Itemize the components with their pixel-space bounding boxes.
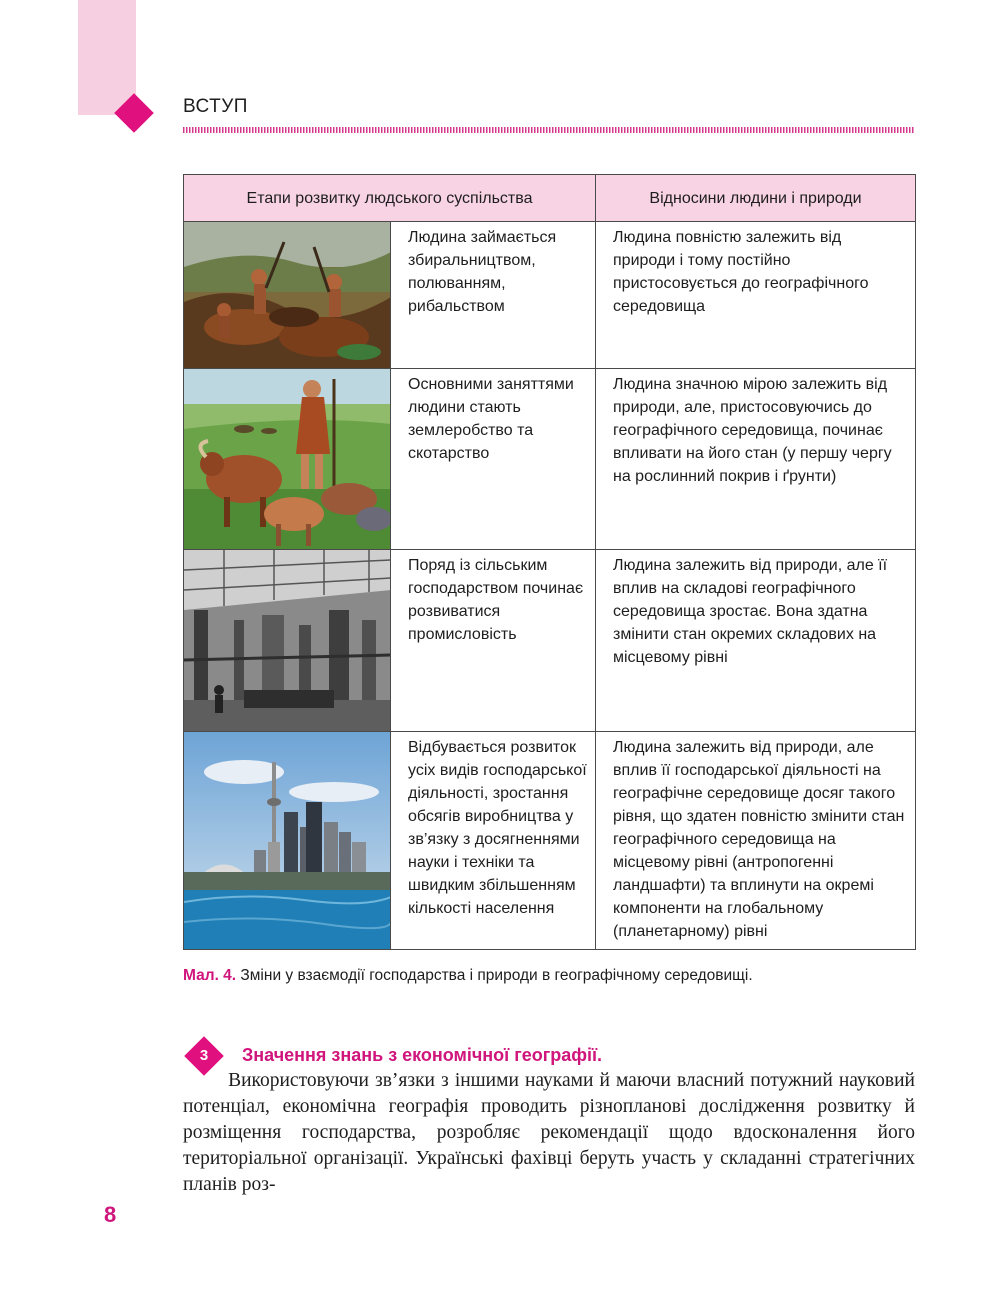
modern-city-skyline-icon bbox=[184, 732, 391, 949]
pink-corner-tab bbox=[78, 0, 136, 115]
section-heading: Значення знань з економічної географії. bbox=[242, 1045, 603, 1065]
table-row bbox=[184, 550, 916, 732]
stage-image-cell bbox=[184, 732, 391, 950]
relation-description: Людина значною мірою залежить від природи, але, пристосовуючись до географічного середовища, починає впливати на його стан (у першу чергу на рослинний покрив і ґрунти) bbox=[596, 369, 916, 550]
relation-description: Людина залежить від природи, але її вплив на складові географічного середовища зростає. Вона здатна змінити стан окремих складових на місцевому рівні bbox=[596, 550, 916, 732]
stages-table bbox=[183, 174, 916, 950]
body-paragraph bbox=[183, 1068, 915, 1198]
primitive-hunters-icon bbox=[184, 222, 391, 368]
relation-description: Людина повністю залежить від природи і тому постійно пристосовується до географічного середовища bbox=[596, 222, 916, 369]
dotted-divider bbox=[183, 127, 915, 133]
table-row bbox=[184, 222, 916, 369]
figure-caption bbox=[183, 967, 923, 985]
stage-description: Людина займається збиральництвом, полюванням, рибальством bbox=[391, 222, 596, 369]
col-header-stages: Етапи розвитку людського суспільства bbox=[184, 175, 596, 222]
caption-label: Мал. 4. bbox=[183, 967, 237, 984]
caption-text: Зміни у взаємодії господарства і природи в географічному середовищі. bbox=[236, 967, 753, 984]
col-header-relations: Відносини людини і природи bbox=[596, 175, 916, 222]
stage-description: Відбувається розвиток усіх видів господарської діяльності, зростання обсягів виробництва у зв’язку з досягненнями науки і техніки та швидким збільшенням кількості населення bbox=[391, 732, 596, 950]
relation-description: Людина залежить від природи, але вплив її господарської діяльності на географічне середовище досяг такого рівня, що здатен повністю змінити стан географічного середовища на місцевому рівні (антропогенні ландшафти) та вплинути на окремі компоненти на глобальному (планетарному) рівні bbox=[596, 732, 916, 950]
table-header-row bbox=[184, 175, 916, 222]
table-row bbox=[184, 369, 916, 550]
stage-image-cell bbox=[184, 222, 391, 369]
factory-interior-icon bbox=[184, 550, 391, 731]
stage-image-cell bbox=[184, 369, 391, 550]
section-title: ВСТУП bbox=[183, 96, 248, 117]
page-number: 8 bbox=[104, 1202, 117, 1227]
section-number: 3 bbox=[199, 1047, 209, 1064]
stage-description: Поряд із сільським господарством починає розвиватися промисловість bbox=[391, 550, 596, 732]
stage-description: Основними заняттями людини стають землеробство та скотарство bbox=[391, 369, 596, 550]
stage-image-cell bbox=[184, 550, 391, 732]
table-row bbox=[184, 732, 916, 950]
shepherd-livestock-icon bbox=[184, 369, 391, 549]
body-paragraph-text: Використовуючи зв’язки з іншими науками й маючи власний потужний науковий потенціал, економічна географія проводить різнопланові дослідження розвитку й розміщення господарства, розробляє рекомендації щодо вдосконалення його територіальної організації. Українські фахівці беруть участь у складанні стратегічних планів роз- bbox=[183, 1070, 915, 1195]
